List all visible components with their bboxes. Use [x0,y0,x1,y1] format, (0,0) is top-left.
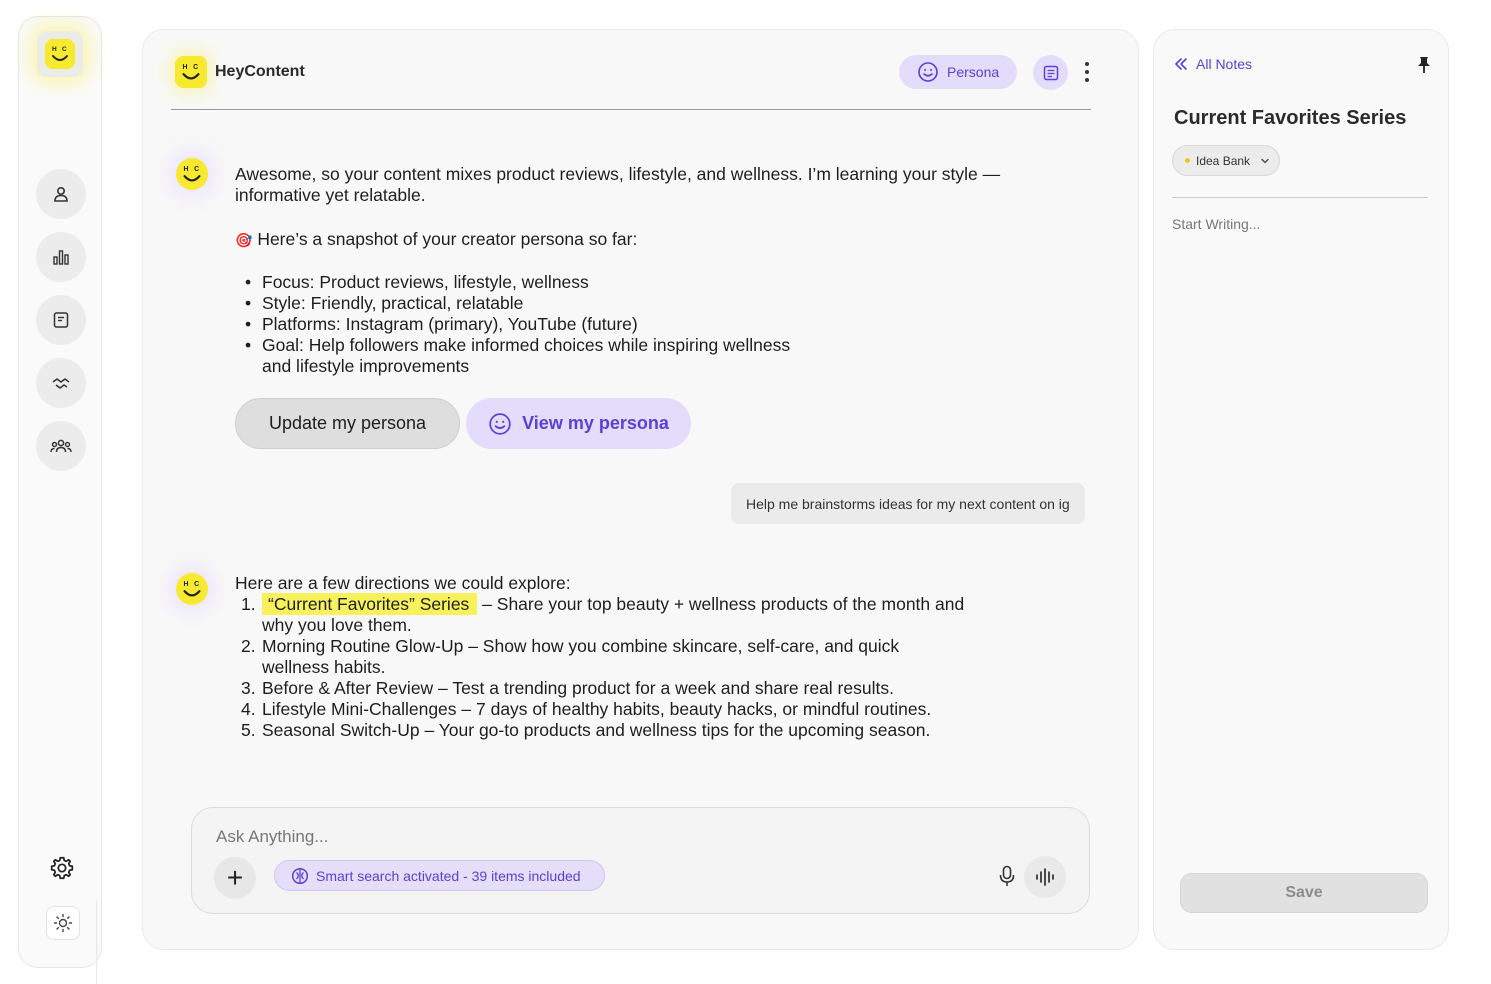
person-icon [52,185,70,203]
message-intro: Awesome, so your content mixes product reviews, lifestyle, and wellness. I’m learning your style — informative yet relatable. [235,164,1001,205]
smiley-icon [488,412,512,436]
pin-button[interactable] [1416,56,1432,79]
rail-persona-button[interactable] [36,169,86,219]
gear-icon [49,855,75,881]
item-text: Seasonal Switch-Up – Your go-to products and wellness tips for the upcoming season. [262,720,931,740]
pin-icon [1416,56,1432,74]
rail-community-button[interactable] [36,421,86,471]
rail-divider [96,900,97,984]
handshake-icon [51,374,71,392]
assistant-avatar [176,158,208,190]
list-item: • Style: Friendly, practical, relatable [235,293,795,314]
snapshot-text: Here’s a snapshot of your creator persona so far: [257,229,638,249]
app-logo[interactable] [37,31,83,77]
microphone-icon [998,865,1016,887]
mic-button[interactable] [994,863,1020,889]
svg-text:C: C [193,63,199,71]
idea-bank-dropdown[interactable] [1172,145,1280,176]
notes-divider [1172,197,1428,198]
persona-button-label: Persona [947,64,1000,80]
item-text: Morning Routine Glow-Up – Show how you combine skincare, self-care, and quick wellness habits. [262,636,900,677]
note-icon [1042,64,1060,82]
list-item [235,678,965,699]
svg-text:H: H [183,165,189,173]
save-button[interactable]: Save [1180,873,1428,913]
list-item: • Goal: Help followers make informed choices while inspiring wellness and lifestyle improvements [235,335,795,377]
item-number: 1. [241,594,256,614]
user-message: Help me brainstorms ideas for my next content on ig [731,483,1085,524]
add-attachment-button[interactable]: + [214,857,256,899]
view-persona-button[interactable] [466,398,691,449]
all-notes-label: All Notes [1196,56,1253,72]
notebook-icon [52,311,70,329]
bar-chart-icon [52,248,70,266]
chat-header [171,54,1091,110]
highlighted-idea[interactable]: “Current Favorites” Series [262,593,477,615]
left-rail [18,16,102,968]
update-persona-button[interactable]: Update my persona [235,398,460,449]
note-body-input[interactable]: Start Writing... [1172,216,1261,232]
ask-input[interactable]: Ask Anything... [216,827,329,846]
ideas-list [235,594,965,741]
item-text: Before & After Review – Test a trending product for a week and share real results. [262,678,894,698]
item-text: Lifestyle Mini-Challenges – 7 days of healthy habits, beauty hacks, or mindful routines. [262,699,932,719]
assistant-avatar [176,573,208,605]
list-item [235,699,965,720]
waveform-icon [1035,868,1055,886]
svg-text:C: C [194,580,200,588]
item-number: 3. [241,678,256,698]
svg-text:C: C [62,46,67,53]
persona-button[interactable] [899,55,1017,89]
idea-dot-icon [1185,158,1190,163]
assistant-message [235,164,1015,377]
item-number: 5. [241,720,256,740]
item-number: 2. [241,636,256,656]
notes-panel [1153,29,1449,950]
svg-text:H: H [182,63,188,71]
chat-panel [142,29,1139,950]
list-item [235,636,965,678]
notes-toggle-button[interactable] [1033,55,1068,90]
chevron-down-icon [1260,157,1270,165]
settings-button[interactable] [46,852,78,884]
snapshot-line [235,229,1015,251]
smart-search-badge[interactable] [274,860,605,891]
rail-analytics-button[interactable] [36,232,86,282]
sun-icon [53,913,73,933]
all-notes-link[interactable] [1174,56,1252,72]
note-title[interactable]: Current Favorites Series [1174,107,1407,129]
message-intro: Here are a few directions we could explore: [235,573,571,593]
target-icon: 🎯 [235,232,253,248]
svg-text:H: H [52,46,57,53]
message-composer [191,807,1090,914]
persona-summary-list [235,272,795,377]
smiley-icon [917,61,939,83]
item-number: 4. [241,699,256,719]
brain-icon [291,867,309,885]
voice-mode-button[interactable] [1024,856,1066,898]
theme-toggle-button[interactable] [46,906,80,940]
idea-bank-label: Idea Bank [1196,153,1251,168]
rail-notes-button[interactable] [36,295,86,345]
svg-text:C: C [194,165,200,173]
app-name: HeyContent [215,63,305,80]
list-item [235,594,965,636]
list-item [235,720,965,741]
smart-search-label: Smart search activated - 39 items included [316,867,581,884]
list-item: • Focus: Product reviews, lifestyle, wellness [235,272,795,293]
assistant-message [235,573,965,741]
rail-partnerships-button[interactable] [36,358,86,408]
brand-logo-icon [175,56,207,88]
item-text: – Share your top beauty + wellness products of the month and why you love them. [262,594,965,635]
group-icon [50,437,72,455]
list-item: • Platforms: Instagram (primary), YouTube (future) [235,314,795,335]
more-options-icon[interactable] [1077,57,1097,87]
svg-text:H: H [183,580,189,588]
logo-face-icon [45,39,75,69]
double-chevron-left-icon [1174,57,1188,71]
view-persona-label: View my persona [522,413,669,433]
